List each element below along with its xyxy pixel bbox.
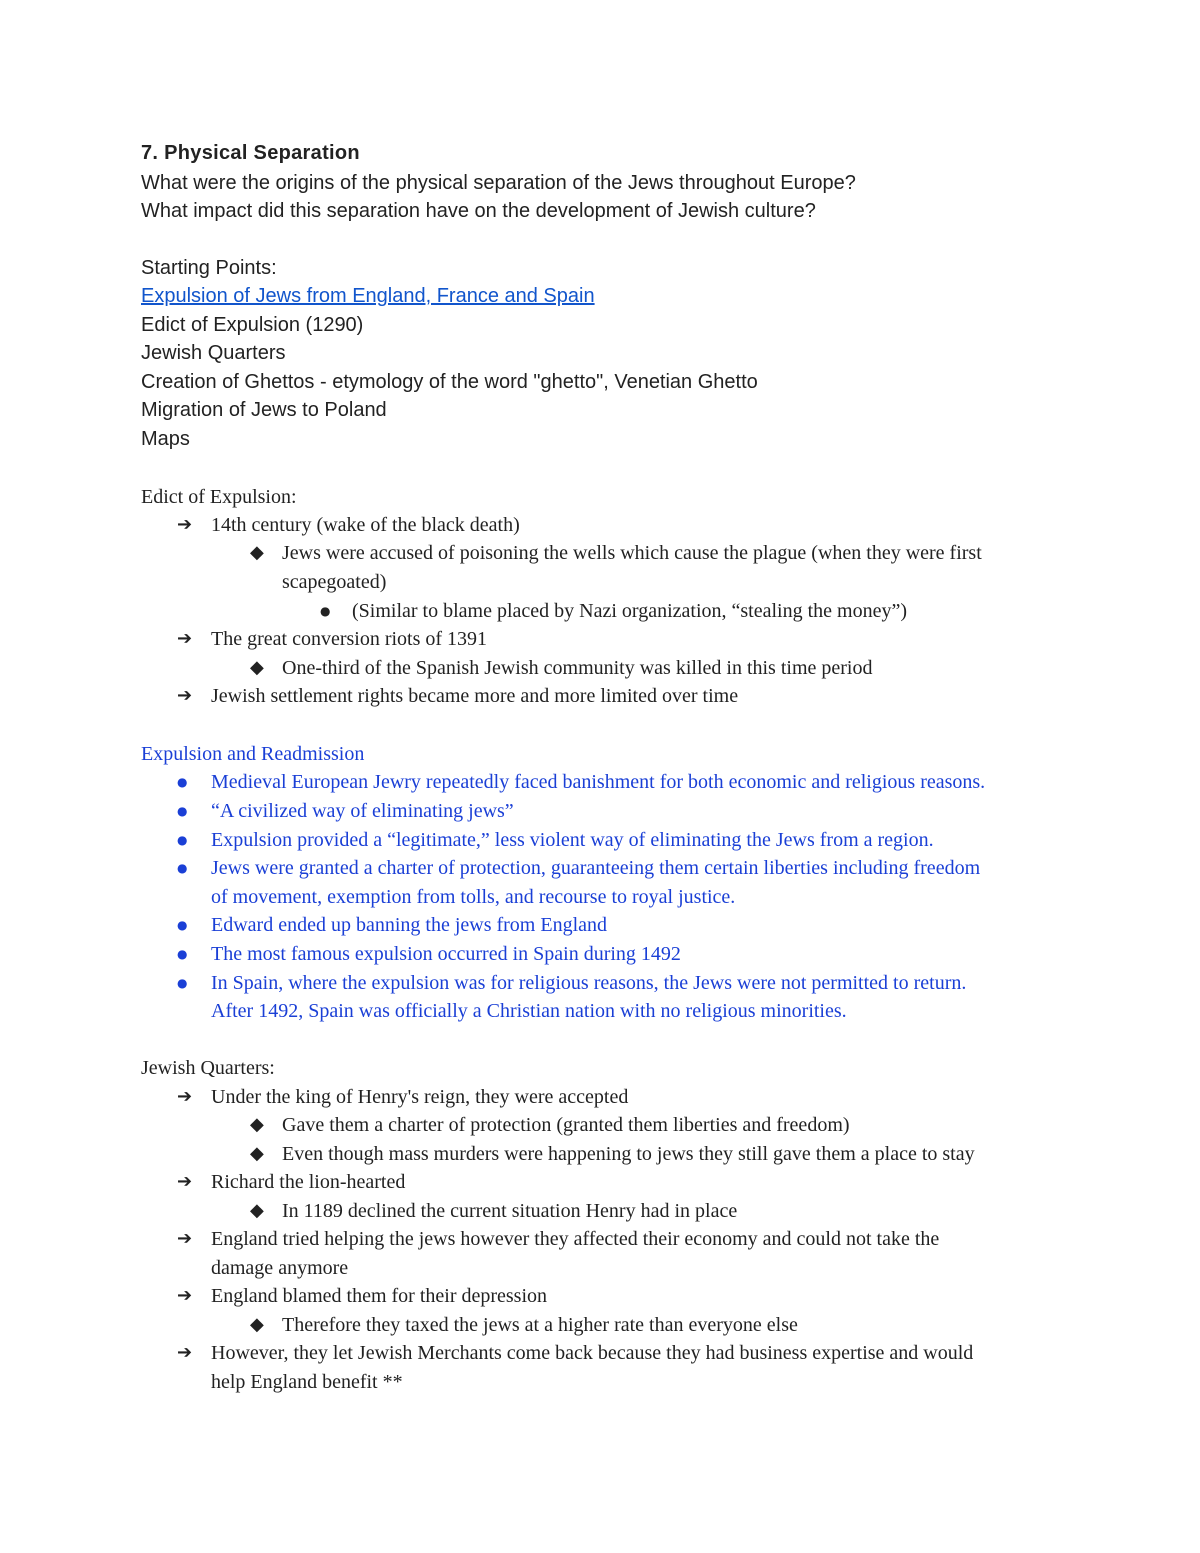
expulsion-link[interactable]: Expulsion of Jews from England, France and Spain xyxy=(141,285,595,307)
quarters-subitem: Therefore they taxed the jews at a higher rate than everyone else xyxy=(282,1314,798,1336)
edict-item: The great conversion riots of 1391 xyxy=(211,628,488,650)
quarters-item-continued: help England benefit ** xyxy=(211,1371,403,1393)
quarters-subitem: Even though mass murders were happening to jews they still gave them a place to stay xyxy=(282,1143,975,1165)
quarters-item: England tried helping the jews however they affected their economy and could not take the xyxy=(211,1228,940,1250)
bullet-dot-icon: ● xyxy=(177,861,188,875)
arrow-icon: ➔ xyxy=(177,628,193,649)
bullet-dot-icon: ● xyxy=(177,947,188,961)
starting-point-item: Edict of Expulsion (1290) xyxy=(141,314,364,336)
question-2: What impact did this separation have on the development of Jewish culture? xyxy=(141,200,816,222)
readmission-item: Edward ended up banning the jews from England xyxy=(211,914,608,936)
edict-subitem: Jews were accused of poisoning the wells which cause the plague (when they were first xyxy=(282,542,982,564)
bullet-dot-icon: ● xyxy=(320,604,331,618)
readmission-item-continued: of movement, exemption from tolls, and recourse to royal justice. xyxy=(211,886,736,908)
diamond-icon: ◆ xyxy=(250,1314,264,1335)
bullet-dot-icon: ● xyxy=(177,918,188,932)
bullet-dot-icon: ● xyxy=(177,976,188,990)
readmission-item: In Spain, where the expulsion was for religious reasons, the Jews were not permitted to return. xyxy=(211,972,967,994)
diamond-icon: ◆ xyxy=(250,542,264,563)
diamond-icon: ◆ xyxy=(250,657,264,678)
question-1: What were the origins of the physical separation of the Jews throughout Europe? xyxy=(141,172,856,194)
bullet-dot-icon: ● xyxy=(177,804,188,818)
starting-points-label: Starting Points: xyxy=(141,257,277,279)
diamond-icon: ◆ xyxy=(250,1143,264,1164)
quarters-item: England blamed them for their depression xyxy=(211,1285,548,1307)
readmission-item: Expulsion provided a “legitimate,” less violent way of eliminating the Jews from a region. xyxy=(211,829,934,851)
bullet-dot-icon: ● xyxy=(177,833,188,847)
readmission-item: Medieval European Jewry repeatedly faced banishment for both economic and religious reasons. xyxy=(211,771,986,793)
readmission-item: “A civilized way of eliminating jews” xyxy=(211,800,514,822)
arrow-icon: ➔ xyxy=(177,1285,193,1306)
arrow-icon: ➔ xyxy=(177,1342,193,1363)
arrow-icon: ➔ xyxy=(177,514,193,535)
starting-point-item: Jewish Quarters xyxy=(141,342,286,364)
readmission-item-continued: After 1492, Spain was officially a Christian nation with no religious minorities. xyxy=(211,1000,847,1022)
arrow-icon: ➔ xyxy=(177,1228,193,1249)
quarters-subitem: Gave them a charter of protection (granted them liberties and freedom) xyxy=(282,1114,850,1136)
starting-point-item: Migration of Jews to Poland xyxy=(141,399,387,421)
edict-subitem: One-third of the Spanish Jewish community was killed in this time period xyxy=(282,657,873,679)
diamond-icon: ◆ xyxy=(250,1114,264,1135)
edict-subitem-continued: scapegoated) xyxy=(282,571,387,593)
arrow-icon: ➔ xyxy=(177,685,193,706)
quarters-item: Under the king of Henry's reign, they were accepted xyxy=(211,1086,629,1108)
quarters-subitem: In 1189 declined the current situation Henry had in place xyxy=(282,1200,738,1222)
readmission-title: Expulsion and Readmission xyxy=(141,743,365,765)
starting-point-item: Creation of Ghettos - etymology of the word "ghetto", Venetian Ghetto xyxy=(141,371,758,393)
section-heading: 7. Physical Separation xyxy=(141,142,360,164)
edict-item: Jewish settlement rights became more and more limited over time xyxy=(211,685,739,707)
quarters-title: Jewish Quarters: xyxy=(141,1057,275,1079)
quarters-item: However, they let Jewish Merchants come back because they had business expertise and would xyxy=(211,1342,974,1364)
quarters-item: Richard the lion-hearted xyxy=(211,1171,406,1193)
edict-subsubitem: (Similar to blame placed by Nazi organization, “stealing the money”) xyxy=(352,600,907,622)
readmission-item: The most famous expulsion occurred in Spain during 1492 xyxy=(211,943,681,965)
edict-title: Edict of Expulsion: xyxy=(141,486,297,508)
readmission-item: Jews were granted a charter of protection, guaranteeing them certain liberties including freedom xyxy=(211,857,981,879)
starting-point-item: Maps xyxy=(141,428,190,450)
arrow-icon: ➔ xyxy=(177,1086,193,1107)
diamond-icon: ◆ xyxy=(250,1200,264,1221)
quarters-item-continued: damage anymore xyxy=(211,1257,349,1279)
arrow-icon: ➔ xyxy=(177,1171,193,1192)
bullet-dot-icon: ● xyxy=(177,775,188,789)
edict-item: 14th century (wake of the black death) xyxy=(211,514,520,536)
